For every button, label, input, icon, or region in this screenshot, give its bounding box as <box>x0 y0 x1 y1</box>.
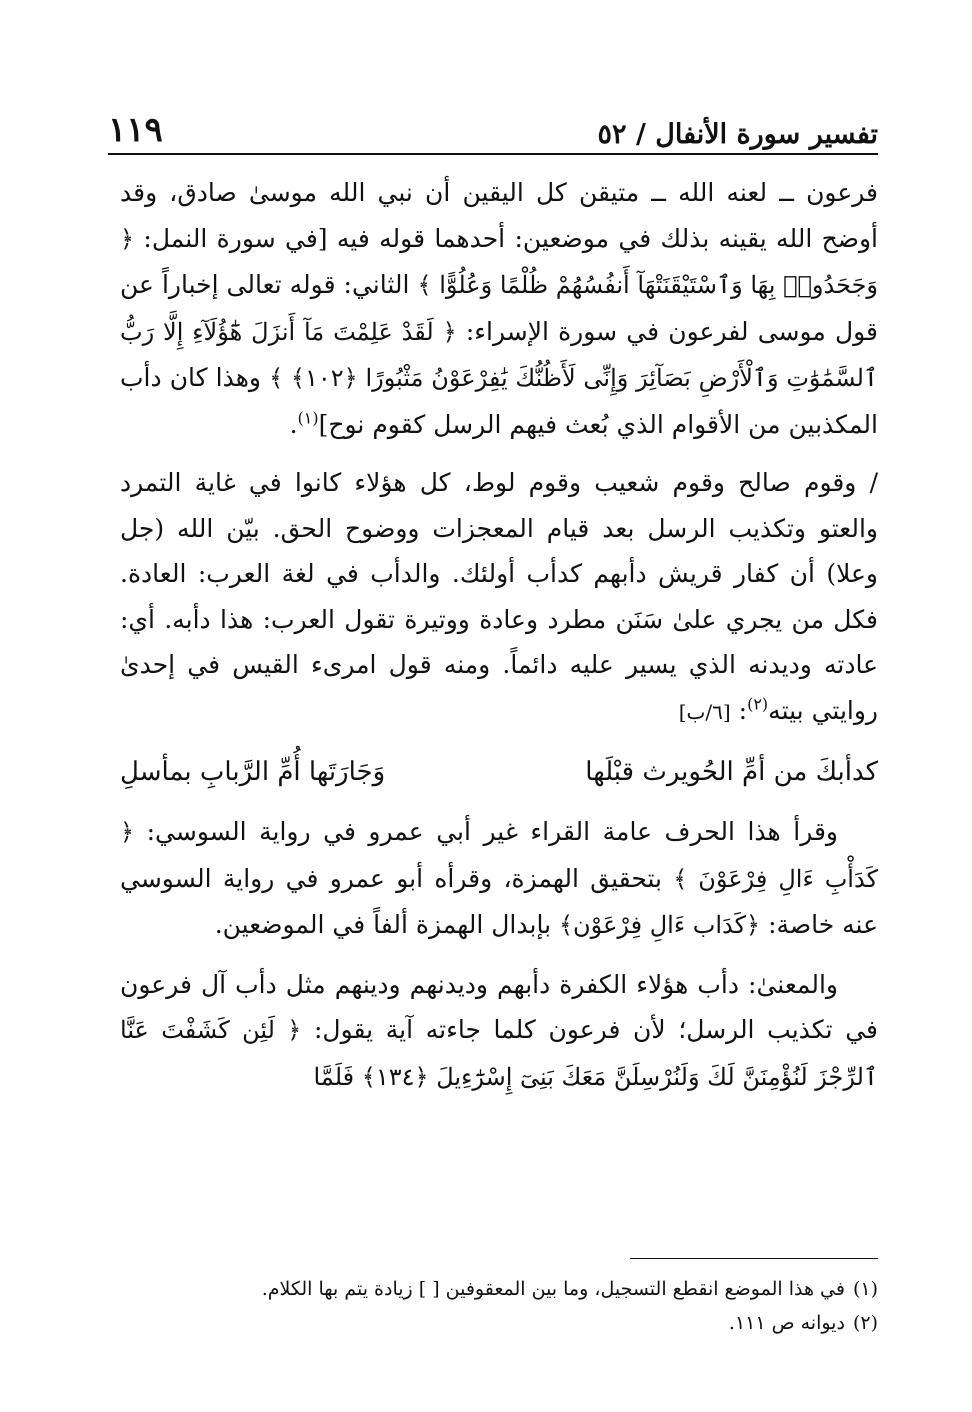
footnote-number: (٢) <box>852 1312 878 1334</box>
footnote-text: ديوانه ص ١١١. <box>728 1312 845 1334</box>
quran-verse-naml: ﴿ وَجَحَدُوا۟ بِهَا وَٱسْتَيْقَنَتْهَآ أَنفُسُهُمْ ظُلْمًا وَعُلُوًّا ﴾ <box>120 224 879 299</box>
paragraph-4 <box>120 962 878 1101</box>
footnote-ref-2: (٢) <box>747 694 769 714</box>
page-number: ١١٩ <box>108 110 163 150</box>
paragraph-1-text-a: فرعون ــ لعنه الله ــ متيقن كل اليقين أن نبي الله موسىٰ صادق، وقد أوضح الله يقينه بذلك في موضعين: أحدهما قوله فيه [في سورة النمل: <box>120 178 878 253</box>
paragraph-3-text-c: بإبدال الهمزة ألفاً في الموضعين. <box>214 910 552 939</box>
paragraph-3 <box>120 809 878 949</box>
footnote-number: (١) <box>852 1278 878 1300</box>
poem-verse <box>120 749 878 795</box>
footnote-text: في هذا الموضع انقطع التسجيل، وما بين المعقوفين [ ] زيادة يتم بها الكلام. <box>261 1278 845 1300</box>
paragraph-1-text-b: الثاني: قوله تعالى إخباراً عن قول موسى لفرعون في سورة الإسراء: <box>120 270 878 346</box>
footnote-ref-1: (١) <box>297 408 319 428</box>
quran-phrase-ibdal: ﴿كَدَاب ءَالِ فِرْعَوْن﴾ <box>558 911 761 939</box>
quran-verse-araf: ﴿ لَئِن كَشَفْتَ عَنَّا ٱلرِّجْزَ لَنُؤْمِنَنَّ لَكَ وَلَنُرْسِلَنَّ مَعَكَ بَنِىٓ إِسْرَٰٓءِيلَ ﴿١٣٤﴾ فَلَمَّا <box>120 1016 878 1091</box>
body-text <box>120 170 878 1100</box>
poem-first-hemistich: كدأبكَ من أمِّ الحُويرث قبْلَها <box>585 757 878 787</box>
footnote-2 <box>120 1306 878 1340</box>
poem-second-hemistich: وَجَارَتَها أُمِّ الرَّبابِ بمأسلِ <box>120 757 386 787</box>
paragraph-1-end: . <box>289 409 298 439</box>
paragraph-3-text-a: وقرأ هذا الحرف عامة القراء غير أبي عمرو في رواية السوسي: <box>146 817 839 846</box>
page-header <box>108 100 878 150</box>
paragraph-1-text-c: وهذا كان دأب المكذبين من الأقوام الذي بُعث فيهم الرسل كقوم نوح] <box>120 363 878 439</box>
header-rule <box>108 153 878 155</box>
paragraph-2 <box>120 460 878 735</box>
footnote-1 <box>120 1272 878 1306</box>
manuscript-margin-note: [٦/ب] <box>678 699 731 724</box>
footnotes <box>120 1272 878 1340</box>
paragraph-2-end: : <box>738 695 748 725</box>
paragraph-1 <box>120 170 878 447</box>
running-title: تفسير سورة الأنفال / ٥٢ <box>597 119 878 150</box>
paragraph-4-text: والمعنىٰ: دأب هؤلاء الكفرة دأبهم وديدنهم ودينهم مثل دأب آل فرعون في تكذيب الرسل؛ لأن فرعون كلما جاءته آية يقول: <box>120 969 878 1044</box>
quran-verse-isra: ﴿ لَقَدْ عَلِمْتَ مَآ أَنزَلَ هَٰٓؤُلَآءِ إِلَّا رَبُّ ٱلسَّمَٰوَٰتِ وَٱلْأَرْضِ بَصَآئِرَ وَإِنِّى لَأَظُنُّكَ يَٰفِرْعَوْنُ مَثْبُورًا ﴿١٠٢﴾ ﴾ <box>120 317 878 392</box>
paragraph-3-text-b: بتحقيق الهمزة، وقرأه أبو عمرو في رواية السوسي عنه خاصة: <box>120 863 878 939</box>
quran-phrase-tahqiq: ﴿ كَدَأْبِ ءَالِ فِرْعَوْنَ ﴾ <box>120 818 878 893</box>
paragraph-2-text: / وقوم صالح وقوم شعيب وقوم لوط، كل هؤلاء كانوا في غاية التمرد والعتو وتكذيب الرسل بعد قيام المعجزات ووضوح الحق. بيّن الله (جل وعلا) أن كفار قريش دأبهم كدأب أولئك. والدأب في لغة العرب: العادة. فكل من يجري علىٰ سَنَن مطرد وعادة ووتيرة تقول العرب: هذا دأبه. أي: عادته وديدنه الذي يسير عليه دائماً. ومنه قول امرىء القيس في إحدىٰ روايتي بيته <box>120 468 878 725</box>
footnote-rule <box>630 1258 878 1259</box>
